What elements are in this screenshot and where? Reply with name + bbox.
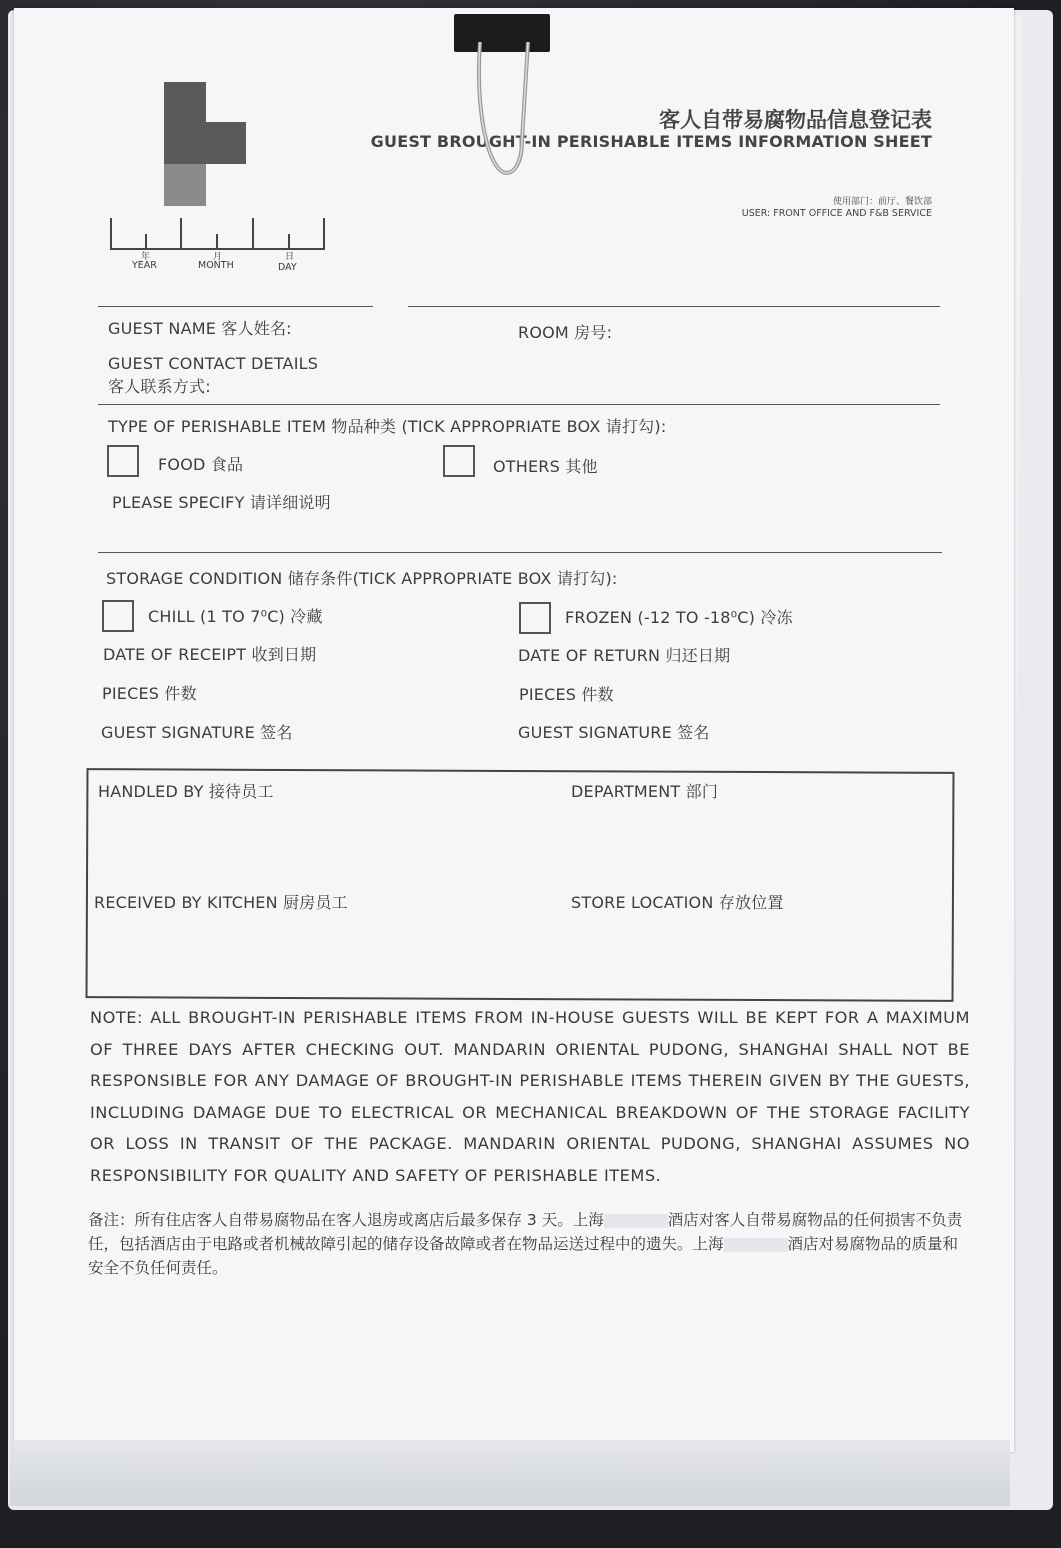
chill-label: CHILL (1 TO 7⁰C) 冷藏	[148, 607, 323, 626]
month-label: MONTH	[198, 260, 234, 271]
note-english: NOTE: ALL BROUGHT-IN PERISHABLE ITEMS FROM IN-HOUSE GUESTS WILL BE KEPT FOR A MAXIMUM OF THREE DAYS AFTER CHECKING OUT. MANDARIN ORIENTAL PUDONG, SHANGHAI SHALL NOT BE RESPONSIBLE FOR ANY DAMAGE OF BROUGHT-IN PERISHABLE ITEMS THEREIN GIVEN BY THE GUESTS, INCLUDING DAMAGE DUE TO ELECTRICAL OR MECHANICAL BREAKDOWN OF THE STORAGE FACILITY OR LOSS IN TRANSIT OF THE PACKAGE. MANDARIN ORIENTAL PUDONG, SHANGHAI ASSUMES NO RESPONSIBILITY FOR QUALITY AND SAFETY OF PERISHABLE ITEMS.	[90, 1008, 970, 1185]
redacted-hotel-name	[724, 1238, 788, 1252]
year-label: YEAR	[132, 260, 157, 271]
redacted-hotel-name	[604, 1214, 668, 1228]
date-of-return-label: DATE OF RETURN 归还日期	[518, 646, 731, 665]
redacted-logo	[164, 122, 246, 164]
redacted-logo	[164, 82, 206, 122]
pieces-receipt-label: PIECES 件数	[102, 684, 197, 703]
item-type-heading: TYPE OF PERISHABLE ITEM 物品种类 (TICK APPROPRIATE BOX 请打勾):	[108, 417, 667, 436]
title-en: GUEST BROUGHT-IN PERISHABLE ITEMS INFORMATION SHEET	[370, 132, 932, 151]
pieces-return-label: PIECES 件数	[519, 685, 614, 704]
user-cn: 使用部门：前厅、餐饮部	[832, 197, 932, 207]
food-checkbox[interactable]	[107, 445, 139, 477]
received-by-kitchen-label: RECEIVED BY KITCHEN 厨房员工	[94, 893, 348, 912]
guest-signature-receipt-label: GUEST SIGNATURE 签名	[101, 723, 293, 742]
divider	[98, 404, 940, 405]
others-checkbox[interactable]	[443, 445, 475, 477]
guest-contact-cn-label: 客人联系方式:	[108, 377, 211, 396]
food-label: FOOD 食品	[158, 455, 244, 474]
date-of-receipt-label: DATE OF RECEIPT 收到日期	[103, 645, 317, 664]
room-label: ROOM 房号:	[518, 323, 613, 342]
day-cn: 日	[285, 252, 295, 262]
day-label: DAY	[278, 262, 297, 273]
chill-checkbox[interactable]	[102, 600, 134, 632]
month-cn: 月	[213, 252, 223, 262]
divider	[98, 552, 942, 553]
binder-clip-wire	[466, 40, 538, 180]
department-label: DEPARTMENT 部门	[571, 782, 719, 801]
title-cn: 客人自带易腐物品信息登记表	[659, 108, 932, 132]
guest-signature-return-label: GUEST SIGNATURE 签名	[518, 723, 710, 742]
form-sheet	[14, 8, 1014, 1452]
handled-by-label: HANDLED BY 接待员工	[98, 782, 274, 801]
staff-section-box	[86, 768, 955, 1002]
guest-contact-label: GUEST CONTACT DETAILS	[108, 354, 319, 373]
note-chinese: 备注：所有住店客人自带易腐物品在客人退房或离店后最多保存 3 天。上海 酒店对客人自带易腐物品的任何损害不负责任，包括酒店由于电路或者机械故障引起的储存设备故障或者在物品运送过程中的遗失。上海 酒店对易腐物品的质量和安全不负任何责任。	[88, 1211, 963, 1277]
user-en: USER: FRONT OFFICE AND F&B SERVICE	[741, 208, 932, 219]
year-cn: 年	[141, 252, 151, 262]
guest-name-label: GUEST NAME 客人姓名:	[108, 319, 292, 338]
frozen-label: FROZEN (-12 TO -18⁰C) 冷冻	[565, 608, 793, 627]
store-location-label: STORE LOCATION 存放位置	[571, 893, 784, 912]
sleeve-bottom-edge	[10, 1440, 1010, 1506]
redacted-logo	[164, 164, 206, 206]
divider	[408, 306, 940, 307]
divider	[98, 306, 373, 307]
please-specify-label: PLEASE SPECIFY 请详细说明	[112, 493, 331, 512]
frozen-checkbox[interactable]	[519, 602, 551, 634]
storage-condition-heading: STORAGE CONDITION 储存条件(TICK APPROPRIATE BOX 请打勾):	[106, 569, 618, 588]
others-label: OTHERS 其他	[493, 457, 598, 476]
